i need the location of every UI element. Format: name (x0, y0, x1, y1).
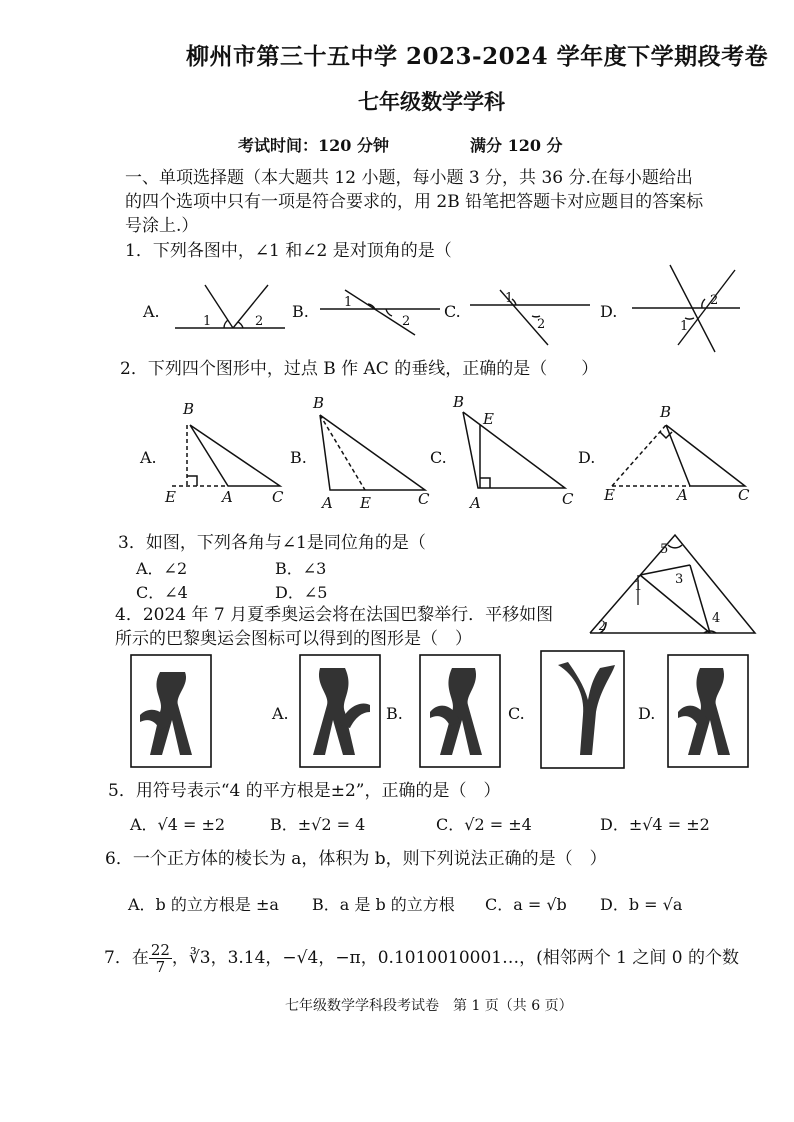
q1-figure-a (175, 285, 285, 328)
q5-option-a: A．√4 = ±2 (130, 815, 226, 834)
q2-a-point-c: C (272, 488, 284, 506)
q4-stem-line2: 所示的巴黎奥运会图标可以得到的图形是（ ） (115, 629, 472, 649)
q2-d-point-e: E (604, 486, 615, 504)
q5-stem: 5．用符号表示“4 的平方根是±2”，正确的是（ ） (108, 781, 501, 801)
q2-c-point-a: A (470, 494, 481, 512)
q4-stem-line1: 4．2024 年 7 月夏季奥运会将在法国巴黎举行．平移如图 (115, 605, 554, 625)
q3-option-d: D．∠5 (275, 583, 328, 602)
q4-option-d-label: D. (638, 704, 656, 723)
q6-option-b: B．a 是 b 的立方根 (312, 895, 455, 914)
q1-d-angle2-label: 2 (710, 293, 719, 308)
exam-subtitle: 七年级数学学科 (358, 89, 505, 114)
q1-a-angle2-label: 2 (255, 314, 264, 329)
q2-d-point-a: A (677, 486, 688, 504)
q7-prefix: 7．在 (104, 948, 149, 968)
q2-option-d-label: D. (578, 448, 596, 467)
q1-c-angle1-label: 1 (505, 291, 514, 306)
q3-option-c: C．∠4 (136, 583, 188, 602)
q5-option-d: D．±√4 = ±2 (600, 815, 710, 834)
q4-option-d-logo (668, 655, 748, 767)
q1-figure-b (320, 290, 440, 335)
exam-time: 考试时间：120 分钟 (238, 136, 389, 155)
q1-option-d-label: D. (600, 302, 618, 321)
q4-option-c-logo (541, 651, 624, 768)
q4-option-c-label: C. (508, 704, 525, 723)
q2-a-point-a: A (222, 488, 233, 506)
q6-stem: 6．一个正方体的棱长为 a，体积为 b，则下列说法正确的是（ ） (105, 849, 607, 869)
q2-b-point-c: C (418, 490, 430, 508)
q5-option-b: B．±√2 = 4 (270, 815, 366, 834)
q4-option-b-logo (420, 655, 500, 767)
q6-option-a: A．b 的立方根是 ±a (128, 895, 279, 914)
q1-figure-c (470, 290, 590, 345)
q2-figure-d (612, 425, 745, 486)
q1-a-angle1-label: 1 (203, 314, 212, 329)
q3-stem: 3．如图，下列各角与∠1是同位角的是（ (118, 533, 426, 553)
q7-fraction (149, 942, 172, 975)
q2-c-point-e: E (483, 410, 494, 428)
q1-d-angle1-label: 1 (680, 319, 689, 334)
section-intro-line3: 号涂上.） (125, 216, 199, 236)
q1-stem: 1．下列各图中，∠1 和∠2 是对顶角的是（ (125, 241, 452, 261)
q2-d-point-b: B (660, 403, 672, 421)
q1-option-a-label: A. (143, 302, 160, 321)
q3-angle3-label: 3 (675, 572, 684, 587)
section-intro-line2: 的四个选项中只有一项是符合要求的，用 2B 铅笔把答题卡对应题目的答案标 (125, 192, 704, 212)
q2-figure-a (172, 425, 280, 486)
q2-stem: 2．下列四个图形中，过点 B 作 AC 的垂线，正确的是（ ） (120, 359, 599, 379)
q2-figure-b (320, 415, 425, 490)
q4-original-logo (131, 655, 211, 767)
q3-angle4-label: 4 (712, 611, 721, 626)
q1-b-angle1-label: 1 (344, 295, 353, 310)
q3-angle2-label: 2 (598, 619, 607, 634)
q2-figure-c (463, 412, 565, 488)
q2-option-c-label: C. (430, 448, 447, 467)
q7-rest: ，∛3，3.14，−√4，−π，0.1010010001…，(相邻两个 1 之间 0 的个数 (171, 948, 739, 968)
section-intro-line1: 一、单项选择题（本大题共 12 小题，每小题 3 分，共 36 分.在每小题给出 (125, 168, 693, 188)
q2-a-point-b: B (183, 400, 195, 418)
q2-option-a-label: A. (140, 448, 157, 467)
q4-option-a-logo (300, 655, 380, 767)
q2-a-point-e: E (165, 488, 176, 506)
q5-option-c: C．√2 = ±4 (436, 815, 532, 834)
q1-option-c-label: C. (444, 302, 461, 321)
q1-figure-d (632, 265, 740, 352)
q4-option-b-label: B. (386, 704, 403, 723)
q1-c-angle2-label: 2 (537, 317, 546, 332)
exam-title: 柳州市第三十五中学 2023-2024 学年度下学期段考卷 (186, 43, 769, 70)
q2-b-point-a: A (322, 494, 333, 512)
q7-fraction-denominator: 7 (155, 958, 166, 976)
q2-c-point-c: C (562, 490, 574, 508)
page-footer: 七年级数学学科段考试卷 第 1 页（共 6 页） (285, 998, 573, 1014)
q1-b-angle2-label: 2 (402, 314, 411, 329)
q3-option-a: A．∠2 (136, 559, 188, 578)
q2-c-point-b: B (453, 393, 465, 411)
q3-angle5-label: 5 (660, 542, 669, 557)
q2-option-b-label: B. (290, 448, 307, 467)
q2-b-point-b: B (313, 394, 325, 412)
q1-option-b-label: B. (292, 302, 309, 321)
q3-angle1-label: 1 (634, 579, 643, 594)
q7-stem (104, 942, 739, 975)
q3-option-b: B．∠3 (275, 559, 327, 578)
q2-d-point-c: C (738, 486, 750, 504)
q4-option-a-label: A. (272, 704, 289, 723)
q7-fraction-numerator: 22 (150, 941, 170, 959)
q6-option-d: D．b = √a (600, 895, 683, 914)
q6-option-c: C．a = √b (485, 895, 567, 914)
q2-b-point-e: E (360, 494, 371, 512)
exam-score: 满分 120 分 (470, 136, 563, 155)
q3-figure (590, 535, 755, 633)
